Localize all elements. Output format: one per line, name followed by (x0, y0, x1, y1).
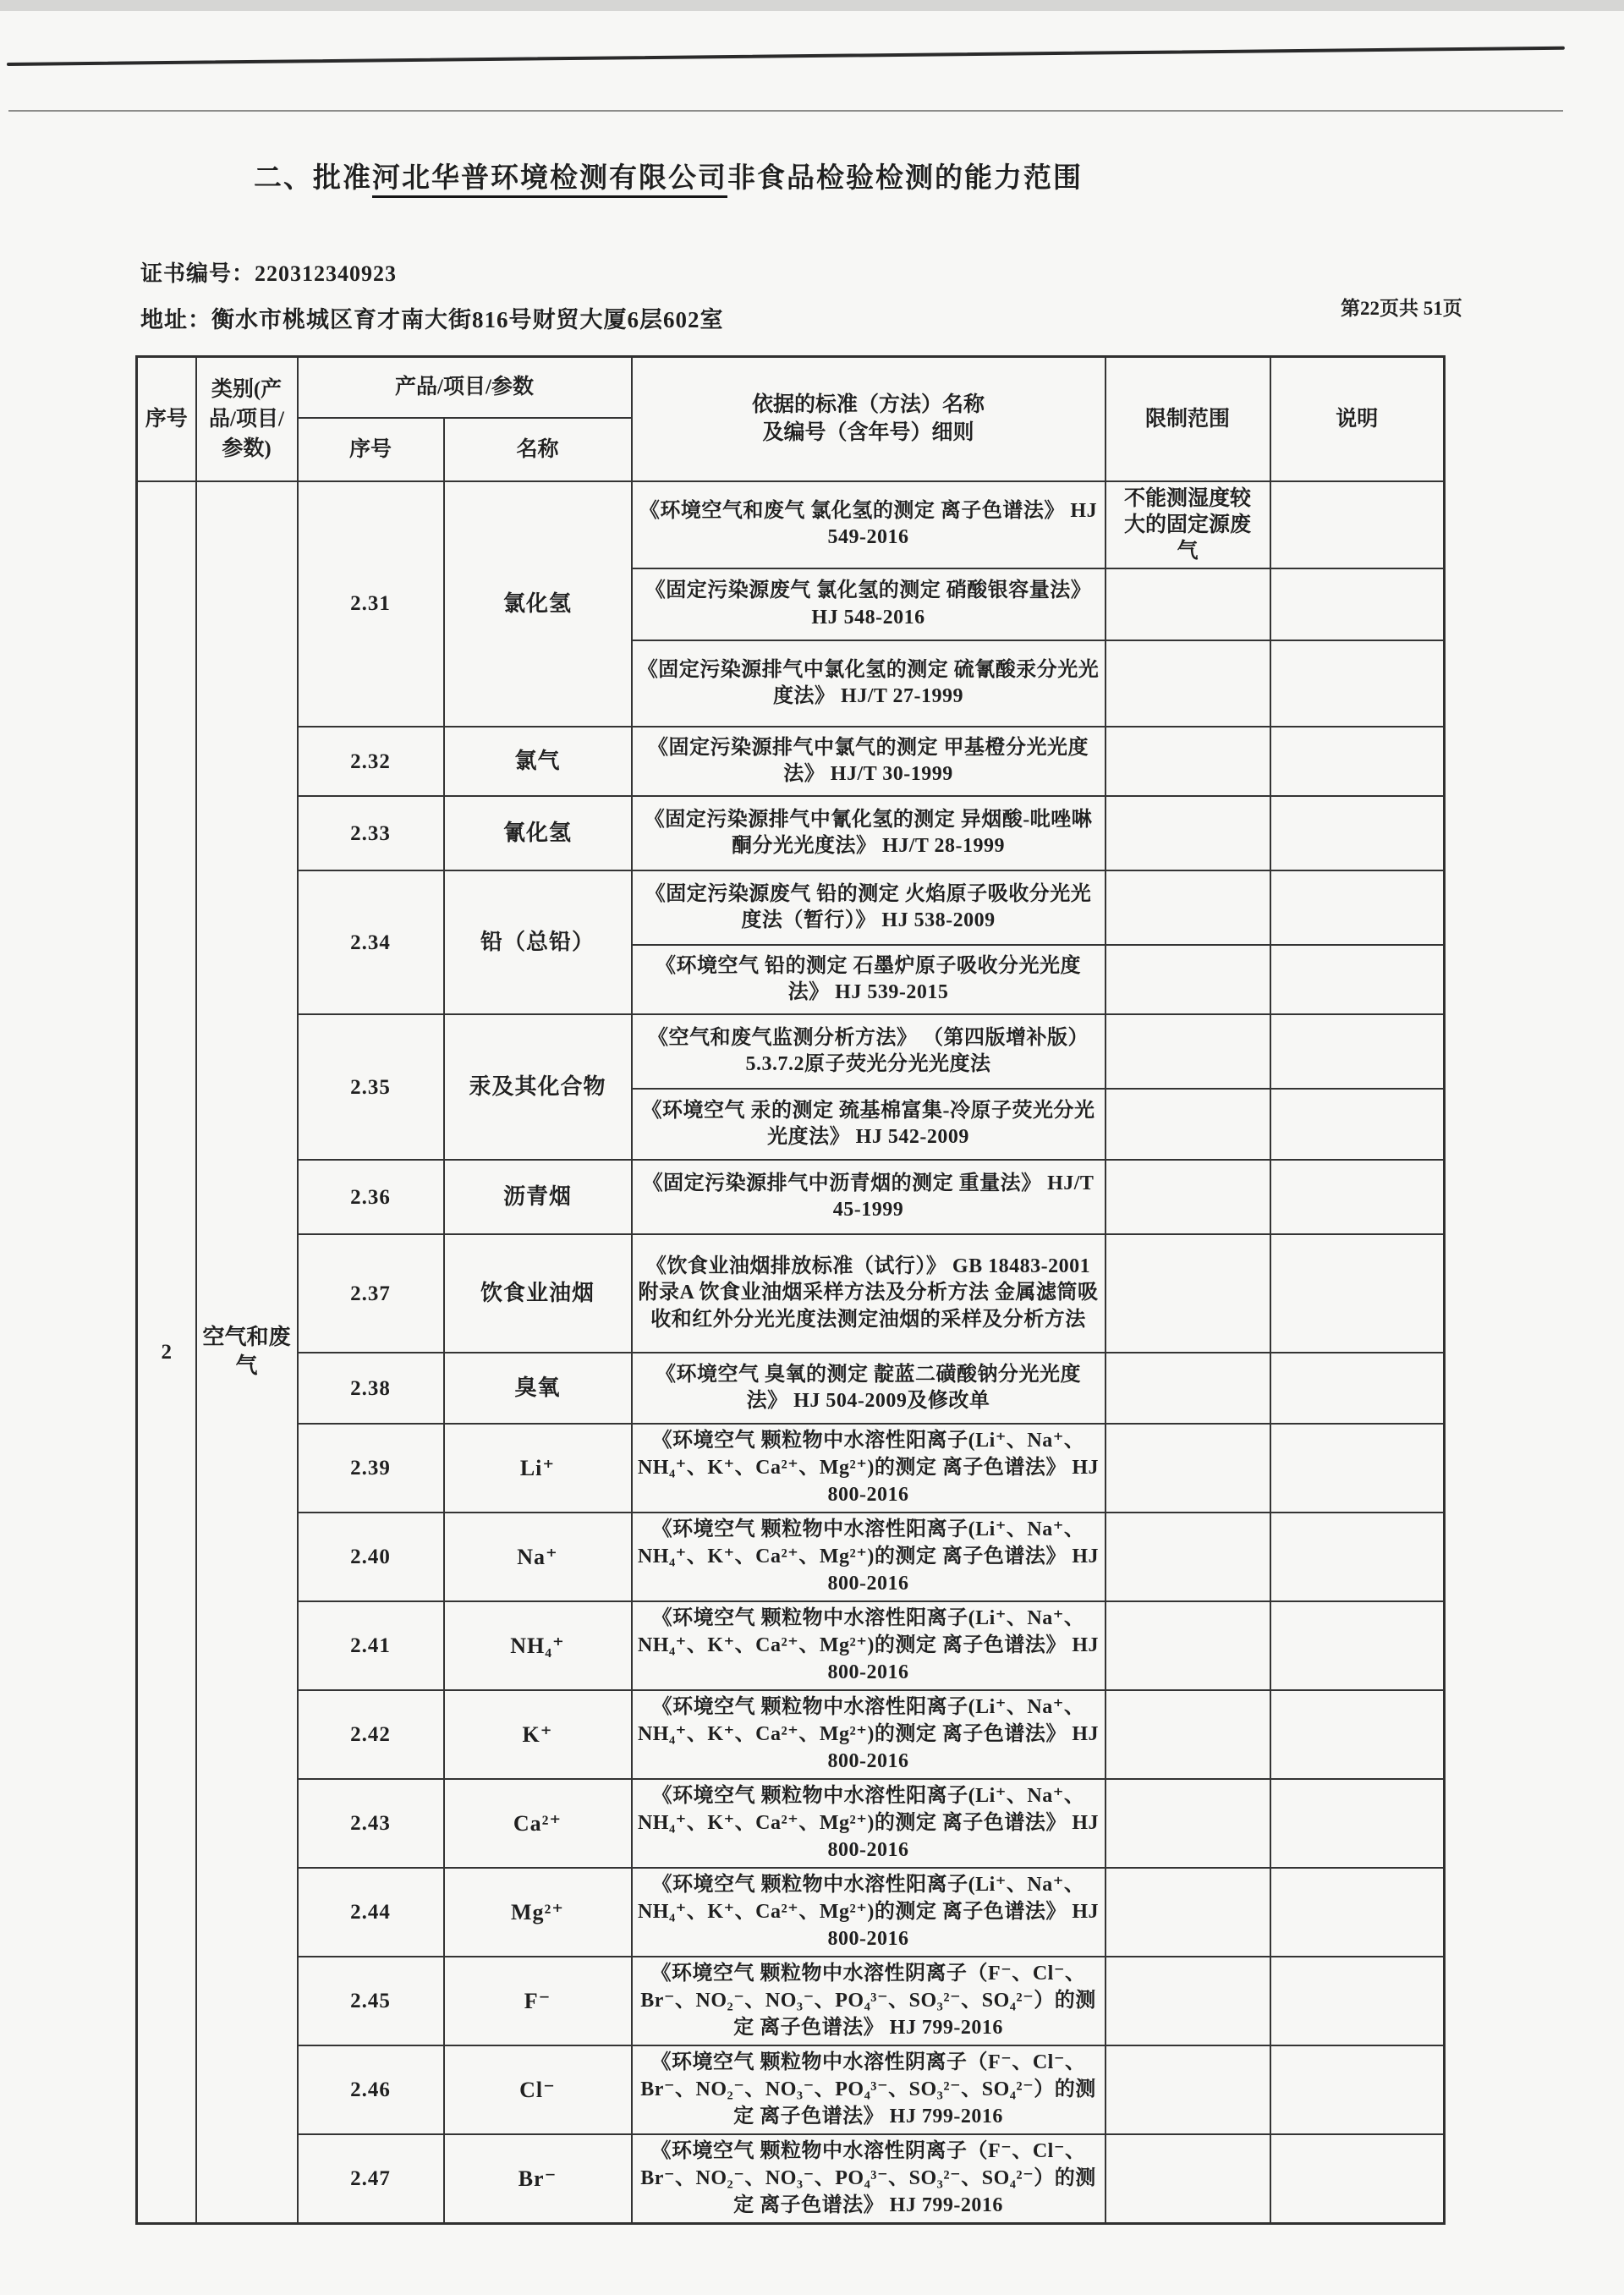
limit-cell (1106, 1513, 1270, 1601)
limit-cell (1106, 1868, 1270, 1957)
header-product-group: 产品/项目/参数 (298, 357, 632, 418)
standard-cell: 《环境空气 颗粒物中水溶性阴离子（F⁻、Cl⁻、Br⁻、NO₂⁻、NO₃⁻、PO₄³⁻、SO₃²⁻、SO₄²⁻）的测定 离子色谱法》 HJ 799-2016 (632, 2134, 1106, 2224)
title-suffix: 非食品检验检测的能力范围 (727, 163, 1083, 194)
row-no-cell: 2.45 (298, 1957, 444, 2045)
title-prefix: 二、批准 (254, 163, 372, 194)
limit-cell (1106, 1089, 1270, 1160)
limit-cell (1106, 1014, 1270, 1089)
table-row (137, 2045, 1445, 2134)
table-row (137, 1424, 1445, 1513)
row-name-cell: 氰化氢 (444, 796, 632, 870)
row-name-cell: 氯气 (444, 727, 632, 796)
limit-text: 不能测湿度较大的固定源废气 (1123, 486, 1251, 563)
row-no-cell: 2.44 (298, 1868, 444, 1957)
standard-cell: 《环境空气 颗粒物中水溶性阴离子（F⁻、Cl⁻、Br⁻、NO₂⁻、NO₃⁻、PO₄³⁻、SO₃²⁻、SO₄²⁻）的测定 离子色谱法》 HJ 799-2016 (632, 1957, 1106, 2045)
row-no-cell: 2.31 (298, 481, 444, 727)
standard-cell: 《环境空气 颗粒物中水溶性阳离子(Li⁺、Na⁺、NH₄⁺、K⁺、Ca²⁺、Mg²⁺)的测定 离子色谱法》 HJ 800-2016 (632, 1868, 1106, 1957)
note-cell (1270, 727, 1445, 796)
header-sub-name: 名称 (444, 418, 632, 481)
note-cell (1270, 1957, 1445, 2045)
table-row (137, 1690, 1445, 1779)
standard-cell: 《固定污染源废气 氯化氢的测定 硝酸银容量法》 HJ 548-2016 (632, 568, 1106, 640)
limit-cell (1106, 481, 1270, 569)
category-seq-cell: 2 (137, 481, 196, 2224)
table-row (137, 481, 1445, 569)
note-cell (1270, 1868, 1445, 1957)
row-name-cell: 饮食业油烟 (444, 1234, 632, 1353)
header-category: 类别(产品/项目/参数) (196, 357, 298, 481)
limit-cell (1106, 640, 1270, 727)
standard-cell: 《环境空气 颗粒物中水溶性阳离子(Li⁺、Na⁺、NH₄⁺、K⁺、Ca²⁺、Mg²⁺)的测定 离子色谱法》 HJ 800-2016 (632, 1779, 1106, 1868)
limit-cell (1106, 1353, 1270, 1424)
row-name-cell: F⁻ (444, 1957, 632, 2045)
table-row (137, 1014, 1445, 1089)
limit-cell (1106, 1424, 1270, 1513)
header-standard-line2: 及编号（含年号）细则 (762, 421, 974, 445)
note-cell (1270, 1779, 1445, 1868)
row-name-cell: 铅（总铅） (444, 870, 632, 1014)
address-line: 地址：衡水市桃城区育才南大街816号财贸大厦6层602室 (140, 307, 724, 332)
certificate-number: 证书编号：220312340923 (140, 261, 398, 286)
standard-cell: 《环境空气 颗粒物中水溶性阳离子(Li⁺、Na⁺、NH₄⁺、K⁺、Ca²⁺、Mg²⁺)的测定 离子色谱法》 HJ 800-2016 (632, 1601, 1106, 1690)
row-no-cell: 2.47 (298, 2134, 444, 2224)
standard-cell: 《环境空气 臭氧的测定 靛蓝二磺酸钠分光光度法》 HJ 504-2009及修改单 (632, 1353, 1106, 1424)
table-row (137, 2134, 1445, 2224)
limit-cell (1106, 1160, 1270, 1234)
standard-cell: 《环境空气 颗粒物中水溶性阳离子(Li⁺、Na⁺、NH₄⁺、K⁺、Ca²⁺、Mg²⁺)的测定 离子色谱法》 HJ 800-2016 (632, 1690, 1106, 1779)
limit-cell (1106, 568, 1270, 640)
row-name-cell: 臭氧 (444, 1353, 632, 1424)
standard-cell: 《环境空气 颗粒物中水溶性阳离子(Li⁺、Na⁺、NH₄⁺、K⁺、Ca²⁺、Mg²⁺)的测定 离子色谱法》 HJ 800-2016 (632, 1424, 1106, 1513)
row-no-cell: 2.36 (298, 1160, 444, 1234)
row-no-cell: 2.46 (298, 2045, 444, 2134)
note-cell (1270, 481, 1445, 569)
note-cell (1270, 1690, 1445, 1779)
note-cell (1270, 640, 1445, 727)
note-cell (1270, 1160, 1445, 1234)
standard-cell: 《环境空气 铅的测定 石墨炉原子吸收分光光度法》 HJ 539-2015 (632, 945, 1106, 1014)
standard-cell: 《环境空气 颗粒物中水溶性阳离子(Li⁺、Na⁺、NH₄⁺、K⁺、Ca²⁺、Mg²⁺)的测定 离子色谱法》 HJ 800-2016 (632, 1513, 1106, 1601)
row-name-cell: K⁺ (444, 1690, 632, 1779)
note-cell (1270, 1513, 1445, 1601)
note-cell (1270, 2045, 1445, 2134)
row-name-cell: Li⁺ (444, 1424, 632, 1513)
limit-cell (1106, 1957, 1270, 2045)
limit-cell (1106, 727, 1270, 796)
row-no-cell: 2.43 (298, 1779, 444, 1868)
note-cell (1270, 945, 1445, 1014)
table-row (137, 796, 1445, 870)
table-row (137, 1868, 1445, 1957)
note-cell (1270, 2134, 1445, 2224)
standard-cell: 《环境空气和废气 氯化氢的测定 离子色谱法》 HJ 549-2016 (632, 481, 1106, 569)
row-name-cell: Na⁺ (444, 1513, 632, 1601)
row-no-cell: 2.40 (298, 1513, 444, 1601)
standard-cell: 《固定污染源排气中氯化氢的测定 硫氰酸汞分光光度法》 HJ/T 27-1999 (632, 640, 1106, 727)
note-cell (1270, 796, 1445, 870)
header-limit: 限制范围 (1106, 357, 1270, 481)
limit-cell (1106, 1601, 1270, 1690)
note-cell (1270, 568, 1445, 640)
scan-artifact-line (7, 47, 1565, 66)
row-no-cell: 2.42 (298, 1690, 444, 1779)
note-cell (1270, 870, 1445, 945)
limit-cell (1106, 945, 1270, 1014)
header-seq: 序号 (137, 357, 196, 481)
row-no-cell: 2.41 (298, 1601, 444, 1690)
standard-cell: 《固定污染源废气 铅的测定 火焰原子吸收分光光度法（暂行）》 HJ 538-2009 (632, 870, 1106, 945)
row-no-cell: 2.37 (298, 1234, 444, 1353)
note-cell (1270, 1601, 1445, 1690)
note-cell (1270, 1014, 1445, 1089)
document-title (254, 156, 1083, 195)
row-name-cell: 氯化氢 (444, 481, 632, 727)
note-cell (1270, 1424, 1445, 1513)
row-name-cell: NH₄⁺ (444, 1601, 632, 1690)
table-row (137, 870, 1445, 945)
limit-cell (1106, 1234, 1270, 1353)
row-no-cell: 2.39 (298, 1424, 444, 1513)
table-row (137, 1779, 1445, 1868)
header-sub-seq: 序号 (298, 418, 444, 481)
standard-cell: 《固定污染源排气中沥青烟的测定 重量法》 HJ/T 45-1999 (632, 1160, 1106, 1234)
standard-cell: 《饮食业油烟排放标准（试行）》 GB 18483-2001 附录A 饮食业油烟采样方法及分析方法 金属滤筒吸收和红外分光光度法测定油烟的采样及分析方法 (632, 1234, 1106, 1353)
row-no-cell: 2.32 (298, 727, 444, 796)
limit-cell (1106, 2045, 1270, 2134)
title-company-name: 河北华普环境检测有限公司 (372, 163, 727, 198)
table-row (137, 1601, 1445, 1690)
category-name-cell: 空气和废气 (196, 481, 298, 2224)
row-no-cell: 2.33 (298, 796, 444, 870)
limit-cell (1106, 796, 1270, 870)
limit-cell (1106, 1690, 1270, 1779)
scan-edge-strip (0, 0, 1624, 11)
limit-cell (1106, 1779, 1270, 1868)
table-row (137, 1234, 1445, 1353)
table-row (137, 1353, 1445, 1424)
note-cell (1270, 1353, 1445, 1424)
header-standard (632, 357, 1106, 481)
table-row (137, 1513, 1445, 1601)
row-no-cell: 2.35 (298, 1014, 444, 1160)
table-row (137, 1160, 1445, 1234)
header-note: 说明 (1270, 357, 1445, 481)
standard-cell: 《环境空气 颗粒物中水溶性阴离子（F⁻、Cl⁻、Br⁻、NO₂⁻、NO₃⁻、PO₄³⁻、SO₃²⁻、SO₄²⁻）的测定 离子色谱法》 HJ 799-2016 (632, 2045, 1106, 2134)
table-row (137, 1957, 1445, 2045)
row-name-cell: Ca²⁺ (444, 1779, 632, 1868)
row-name-cell: 汞及其化合物 (444, 1014, 632, 1160)
header-standard-line1: 依据的标准（方法）名称 (751, 393, 985, 417)
row-name-cell: Br⁻ (444, 2134, 632, 2224)
standard-cell: 《固定污染源排气中氯气的测定 甲基橙分光光度法》 HJ/T 30-1999 (632, 727, 1106, 796)
capability-table (135, 355, 1446, 2225)
limit-cell (1106, 870, 1270, 945)
row-name-cell: Cl⁻ (444, 2045, 632, 2134)
note-cell (1270, 1089, 1445, 1160)
limit-cell (1106, 2134, 1270, 2224)
row-name-cell: Mg²⁺ (444, 1868, 632, 1957)
row-name-cell: 沥青烟 (444, 1160, 632, 1234)
table-row (137, 727, 1445, 796)
note-cell (1270, 1234, 1445, 1353)
standard-cell: 《空气和废气监测分析方法》 （第四版增补版）5.3.7.2原子荧光分光光度法 (632, 1014, 1106, 1089)
row-no-cell: 2.34 (298, 870, 444, 1014)
page-number: 第22页共 51页 (1341, 298, 1462, 319)
standard-cell: 《固定污染源排气中氰化氢的测定 异烟酸-吡唑啉酮分光光度法》 HJ/T 28-1999 (632, 796, 1106, 870)
row-no-cell: 2.38 (298, 1353, 444, 1424)
standard-cell: 《环境空气 汞的测定 巯基棉富集-冷原子荧光分光光度法》 HJ 542-2009 (632, 1089, 1106, 1160)
scan-divider-line (8, 110, 1563, 112)
